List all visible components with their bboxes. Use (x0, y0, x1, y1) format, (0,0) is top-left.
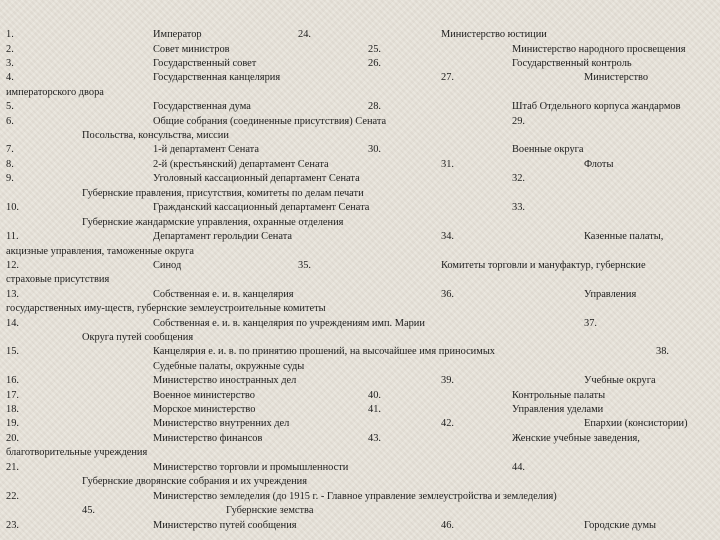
list-number: 1. (6, 29, 14, 40)
list-number: 3. (6, 58, 14, 69)
list-item-text: Губернские земства (226, 505, 314, 516)
list-item-text: Министерство путей сообщения (153, 520, 297, 531)
list-number: 8. (6, 159, 14, 170)
list-item-continuation: Округа путей сообщения (82, 332, 194, 343)
list-item-continuation: Посольства, консульства, миссии (82, 130, 229, 141)
list-number: 22. (6, 491, 19, 502)
list-number: 16. (6, 375, 19, 386)
list-number: 45. (82, 505, 95, 516)
list-number: 17. (6, 390, 19, 401)
list-number: 34. (441, 231, 454, 242)
list-item-text: Городские думы (584, 520, 656, 531)
list-item-text: Министерство (584, 72, 649, 83)
list-item-continuation: Губернские жандармские управления, охранные отделения (82, 217, 344, 228)
list-item-continuation: государственных иму-ществ, губернские землеустроительные комитеты (6, 303, 326, 314)
list-number: 19. (6, 418, 19, 429)
list-item-text: Департамент герольдии Сената (153, 231, 292, 242)
list-number: 43. (368, 433, 381, 444)
list-item-continuation: акцизные управления, таможенные округа (6, 246, 194, 257)
list-item-text: Собственная е. и. в. канцелярия (153, 289, 294, 300)
list-number: 11. (6, 231, 19, 242)
list-number: 32. (512, 173, 525, 184)
list-item-text: Военное министерство (153, 390, 255, 401)
list-item-continuation: страховые присутствия (6, 274, 110, 285)
list-item-text: Военные округа (512, 144, 584, 155)
list-number: 12. (6, 260, 19, 271)
list-item-text: Синод (153, 260, 182, 271)
list-number: 24. (298, 29, 311, 40)
list-item-text: Общие собрания (соединенные присутствия) Сената (153, 116, 387, 127)
list-number: 10. (6, 202, 19, 213)
list-number: 23. (6, 520, 19, 531)
list-number: 6. (6, 116, 14, 127)
list-item-text: Государственная дума (153, 101, 251, 112)
list-item-text: Собственная е. и. в. канцелярия по учреждениям имп. Марии (153, 318, 425, 329)
list-number: 46. (441, 520, 454, 531)
list-item-text: Управления уделами (512, 404, 604, 415)
list-number: 5. (6, 101, 14, 112)
list-number: 37. (584, 318, 597, 329)
list-item-text: Флоты (584, 159, 614, 170)
list-number: 33. (512, 202, 525, 213)
list-number: 7. (6, 144, 14, 155)
list-item-text: Канцелярия е. и. в. по принятию прошений, на высочайшее имя приносимых (153, 346, 495, 357)
list-number: 26. (368, 58, 381, 69)
list-number: 27. (441, 72, 454, 83)
list-item-text: 1-й департамент Сената (153, 144, 259, 155)
list-number: 13. (6, 289, 19, 300)
list-number: 20. (6, 433, 19, 444)
list-number: 25. (368, 44, 381, 55)
list-item-continuation: Губернские дворянские собрания и их учреждения (82, 476, 308, 487)
list-item-text: Министерство земледелия (до 1915 г. - Главное управление землеустройства и земледелия) (153, 491, 557, 502)
list-number: 40. (368, 390, 381, 401)
list-item-text: Комитеты торговли и мануфактур, губернские (441, 260, 646, 271)
list-item-text: Управления (584, 289, 637, 300)
list-number: 21. (6, 462, 19, 473)
list-item-text: Казенные палаты, (584, 231, 664, 242)
list-item-text: Гражданский кассационный департамент Сената (153, 202, 370, 213)
list-number: 31. (441, 159, 454, 170)
list-item-text: Император (153, 29, 202, 40)
list-item-text: Епархии (консистории) (584, 418, 688, 429)
list-number: 35. (298, 260, 311, 271)
list-number: 2. (6, 44, 14, 55)
list-item-text: Учебные округа (584, 375, 656, 386)
list-item-text: Министерство народного просвещения (512, 44, 686, 55)
list-number: 4. (6, 72, 14, 83)
list-number: 28. (368, 101, 381, 112)
list-item-text: Штаб Отдельного корпуса жандармов (512, 101, 681, 112)
list-number: 14. (6, 318, 19, 329)
list-item-text: Министерство торговли и промышленности (153, 462, 349, 473)
list-number: 18. (6, 404, 19, 415)
list-number: 41. (368, 404, 381, 415)
list-item-continuation: императорского двора (6, 87, 104, 98)
list-number: 9. (6, 173, 14, 184)
list-item-text: Министерство иностранных дел (153, 375, 297, 386)
list-number: 15. (6, 346, 19, 357)
list-item-text: Министерство внутренних дел (153, 418, 290, 429)
list-item-continuation: Судебные палаты, окружные суды (153, 361, 305, 372)
list-item-text: Уголовный кассационный департамент Сената (153, 173, 360, 184)
list-item-text: Женские учебные заведения, (512, 433, 640, 444)
list-item-continuation: благотворительные учреждения (6, 447, 148, 458)
list-number: 29. (512, 116, 525, 127)
list-item-text: Министерство юстиции (441, 29, 547, 40)
list-item-text: Государственная канцелярия (153, 72, 281, 83)
list-number: 38. (656, 346, 669, 357)
list-item-text: Контрольные палаты (512, 390, 606, 401)
list-item-text: 2-й (крестьянский) департамент Сената (153, 159, 329, 170)
list-number: 42. (441, 418, 454, 429)
list-item-text: Государственный совет (153, 58, 257, 69)
list-item-text: Морское министерство (153, 404, 256, 415)
list-number: 30. (368, 144, 381, 155)
list-number: 44. (512, 462, 525, 473)
list-item-text: Министерство финансов (153, 433, 263, 444)
list-number: 36. (441, 289, 454, 300)
list-number: 39. (441, 375, 454, 386)
list-item-text: Совет министров (153, 44, 230, 55)
list-item-continuation: Губернские правления, присутствия, комитеты по делам печати (82, 188, 364, 199)
list-item-text: Государственный контроль (512, 58, 632, 69)
